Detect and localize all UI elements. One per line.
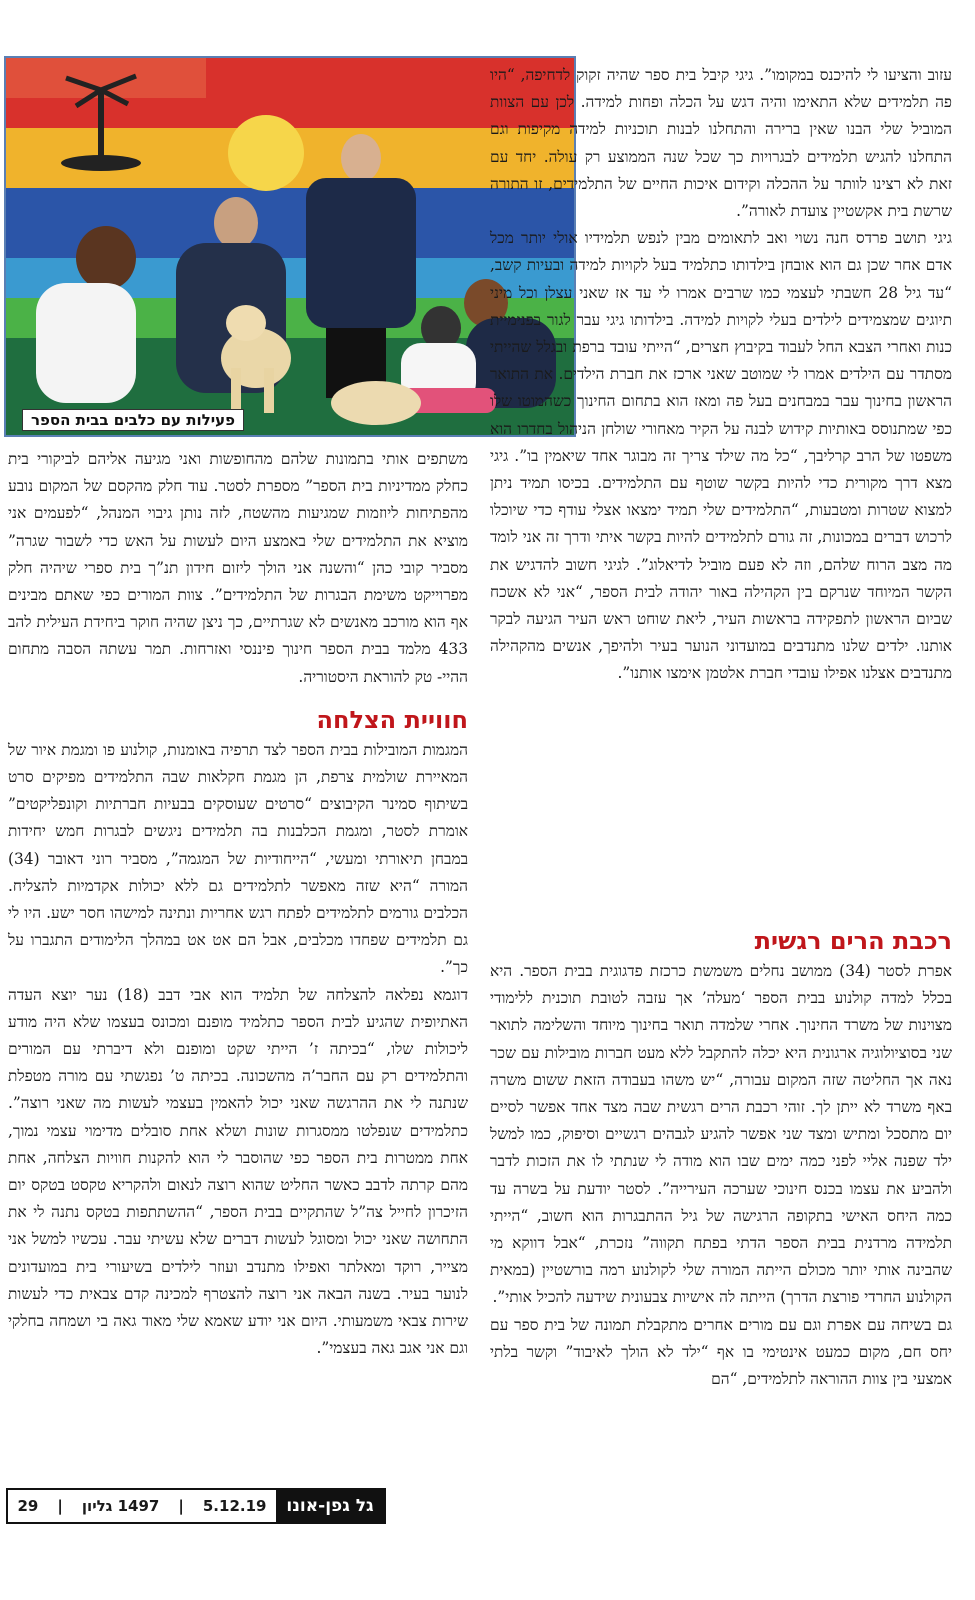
footer-separator: | (57, 1497, 63, 1515)
paragraph: המגמות המובילות בבית הספר לצד תרפיה באומנות, קולנוע פו ומגמת איור של המאיירת שולמית צרפת, הן מגמת חקלאות שבה התלמידים מפיקים סרט בשיתוף סמינר הקיבוצים “סרטים שעוסקים בבעיות חברתיות וקונפליקטים” אומרת לסטר, ומגמת הכלבנות בה תלמידים ניגשים לבגרות חמש יחידות במבחן תיאורתי ומעשי, “הייחודיות של המגמה”, מסביר רוני דאובר (34) המורה “היא שזה מאפשר לתלמידים גם ללא יכולות אקדמיות להצליח. הכלבים גורמים לתלמידים לפתח רגש אחריות ונתינה למישהו חסר ישע. היו לי גם תלמידים שפחדו מכלבים, אבל הם אט אט במהלך הלימודים התגברו על כך”. (8, 740, 468, 977)
issue-date: 5.12.19 (202, 1497, 267, 1515)
footer-issue-info (8, 1490, 276, 1522)
photo-illustration (6, 58, 574, 435)
article-column-right-bottom (490, 926, 952, 1393)
paragraph: משתפים אותי בתמונות שלהם מהחופשות ואני מגיעה אליהם לביקורי בית כחלק ממדיניות בית הספר” מספרת לסטר. עוד חלק מהקסם של המקום נובע מהפתיחות ליוזמות שמגיעות מהשטח, לזה נותן גיבוי המנהל, “לפעמים אני מוציא את התלמידים שלי באמצע היום לעשות על האש כדי לשבור שגרה” מסביר קובי כהן “והשנה אני הולך ליזום חידון תנ”ך בית ספרי שיהיה חלק מפרוייקט משימת הבגרות של התלמידים”. צוות המורים כפי שאתם מבינים אף הוא מורכב מאנשים לא שגרתיים, כך ניצן שהיה חוקר ביחידת העילית להב 433 מלמד בבית הספר חינוך פיננסי ואזרחות. תמר עשתה הסבה מתחום ההיי- טק להוראת היסטוריה. (8, 450, 468, 686)
paragraph: עזוב והציעו לי להיכנס במקומו”. גיגי קיבל בית ספר שהיה זקוק לדחיפה, “היו פה תלמידים שלא התאימו והיה דגש על הכלה ופחות למידה. לכן עם הצוות המוביל שלי הבנו שאין ברירה והתחלנו לבנות תוכניות למידה מקיפות וגם התחלנו להגיש תלמידים לבגרויות כך שכל שנה הממוצע רק עולה. יחד עם זאת לא רצינו לוותר על ההכלה וקידום איכות החיים של התלמידים, זו התורה שרשת בית אקשטיין צועדת לאורה”. (490, 66, 952, 221)
article-column-left (8, 446, 468, 1363)
paragraph: גיגי תושב פרדס חנה נשוי ואב לתאומים מבין לנפש תלמידיו אולי יותר מכל אדם אחר שכן גם הוא אובחן בילדותו כתלמיד בעל לקויות למידה ובעיות קשב, “עד גיל 28 חשבתי לעצמי כמו שרבים אמרו לי עד אז שאני עצלן וכל מיני תיוגים שמצמידים לילדים בעלי לקויות למידה. בילדותו גיגי עבר לגור בפנימיית כנות ואחרי הצבא החל לעבוד בקיבוץ חצרים, “הייתי עובד ברפת ובגלל שהייתי מסתדר עם הילדים אמרו לי שמוטב שאני ארכז את חברת הילדים. את התואר הראשון בחינוך עבר במבחנים בעל פה ומאז הוא בתחום החינוך כשהמוטו שלו כפי שמתנוסס באותיות קידוש לבנה על הקיר מאחורי שולחן הניהול בחדרו הוא משפטו של הרב קרליבך, “כל מה שילד צריך זה מבוגר אחד שיאמין בו”. גיגי מצא דרך מקורית כדי להיות בקשר שוטף עם התלמידים. בכיסו תמיד ניתן למצוא שטרות ומטבעות, “התלמידים שלי תמיד ימצאו אצלי עודף כדי שיוכלו לרכוש דברים במכונות, זה גורם לתלמידים להיות בקשר איתי ודרך זה אני לומד מה מצב הרוח שלהם, וזה לא פעם מוביל לדיאלוג”. לגיגי חשוב להדגיש את הקשר המיוחד שנרקם בין הקהילה באור יהודה לבית הספר, “אני לא אשכח שביום הראשון לתפקידה בראשות העיר, ליאת שוחט ראש העיר הגיעה לבקר אותנו. ילדים שלנו מתנדבים במועדוני הנוער בעיר ולהיפך, אנשים מהקהילה מתנדבים אצלנו אפילו עובדי חברת אלטמן אימצו אותנו”. (490, 229, 952, 683)
section-heading-success: חוויית הצלחה (316, 705, 468, 734)
page-number: 29 (17, 1497, 39, 1515)
paragraph: דוגמא נפלאה להצלחה של תלמיד הוא אבי דבב (18) נער יוצא העדה האתיופית שהגיע לבית הספר כתלמיד מופנם ומכונס בעצמו שלא היה מודע ליכולות שלו, “בכיתה ז’ הייתי שקט ומופנם ולא דיברתי עם המורים והתלמידים רק עם החבר’ה מהשכונה. בכיתה ט’ נפגשתי עם מורה מטפלת שנתנה לי את ההרגשה שאני יכול להאמין בעצמי לעשות מה שאני רוצה”. כתלמידים שנפלטו ממסגרות שונות ושלא אחת סובלים מדימוי עצמי נמוך, אחת ממטרות בית הספר כפי שהוסבר לי הוא להקנות חוויות הצלחה, אחת מהם קרתה לדבב כאשר החליט שהוא רוצה לנאום ולהקריא טקסט בטקס יום הזיכרון לחייל צה”ל שהתקיים בבית הספר, “ההשתתפות בטקס נתנה לי את התחושה שאני יכול ומסוגל לעשות דברים שלא עשיתי עבר. עכשיו למשל אני מצייר, רוקד ומאלתר ואפילו מתנדב ועוזר לילדים בשיעורי בית במועדונים לנוער בעיר. בשנה הבאה אני רוצה להצטרף למכינה קדם צבאית כדי לעשות שירות צבאי משמעותי. היום אני יודע שאמא שלי מאוד גאה בי ושמחה בחלקי וגם אני אגב גאה בעצמי”. (8, 985, 469, 1358)
footer-separator: | (178, 1497, 184, 1515)
issue-number: 1497 גליון (81, 1497, 160, 1515)
publication-name: גל גפן-אונו (276, 1490, 384, 1522)
paragraph: אפרת לסטר (34) ממושב נחלים משמשת כרכזת פדגוגית בבית הספר. היא בכלל למדה קולנוע בבית הספר ‘מעלה’ אך עזבה לטובת תוכנית ללימודי מצוינות של משרד החינוך. אחרי שלמדה תואר בחינוך מיוחד והשלימה לתואר שני בסוציולוגיה ארגונית היא יכלה להתקבל ללא מעט חברות מובילות עם שכר נאה אך החליטה שזה המקום עבורה, “יש משהו בעבודה הזאת ששום משרה באף משרד לא ייתן לך. זוהי רכבת הרים רגשית שבה מצד אחד אפשר לסיים יום מתסכל ומתיש ומצד שני אפשר להגיע לגבהים רגשיים וסיפוק, כמו למשל ילד שפנה אליי לפני כמה ימים שבו הוא מודה לי שנתתי לו את הזכות לדבר ולהביע את עצמו בכנס חינוכי שערכה העירייה”. לסטר יודעת על בשרה עד כמה היחס האישי בתקופה הרגישה של גיל ההתבגרות הוא חשוב, “הייתי תלמידה מרדנית בבית הספר הדתי בפתח תקווה” נזכרת, “אבל דווקא מי שהבינה אותי יותר מכולם הייתה המורה שלי לקולנוע רמה בורשטיין (במאית הקולנוע החרדי פורצת הדרך) הייתה לה אישיות צבעונית שידעה להכיל אותי”. (490, 962, 952, 1307)
article-column-right-top (490, 62, 952, 688)
section-heading-ride: רכבת הרים רגשית (754, 927, 952, 955)
photo-caption: פעילות עם כלבים בבית הספר (22, 409, 244, 431)
page-footer (6, 1488, 386, 1524)
paragraph: גם בשיחה עם אפרת וגם עם מורים אחרים מתקבלת תמונה של בית ספר עם יחס חם, מקום כמעט אינטימי בו אף “ילד לא הולך לאיבוד” וקשר בלתי אמצעי בין צוות ההוראה לתלמידים, “הם (490, 1315, 952, 1389)
